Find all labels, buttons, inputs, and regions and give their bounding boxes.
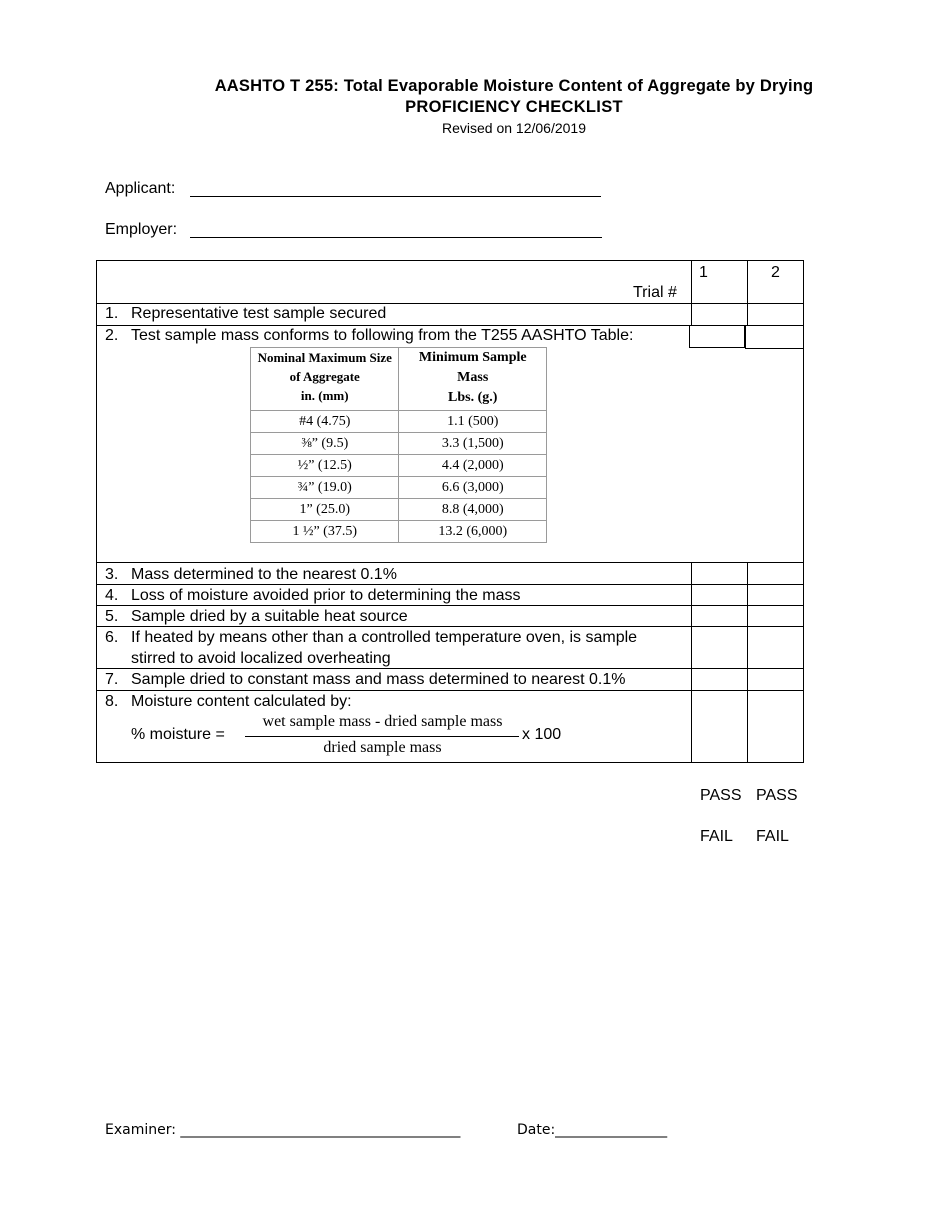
- item-text: Mass determined to the nearest 0.1%: [131, 566, 397, 583]
- trial-1-header: 1: [699, 264, 708, 281]
- item-text: Loss of moisture avoided prior to determining the mass: [131, 587, 521, 604]
- item-text: Representative test sample secured: [131, 305, 387, 322]
- aggregate-mass-table: [250, 347, 547, 541]
- table-border-top: [96, 260, 804, 261]
- score-box-item2-trial2[interactable]: [745, 325, 804, 349]
- pass-option-trial-2[interactable]: PASS: [756, 787, 798, 804]
- revision-date: Revised on 12/06/2019: [442, 120, 586, 136]
- table-row: ⅜” (9.5) 3.3 (1,500): [251, 433, 547, 455]
- examiner-signature-line[interactable]: Examiner: ________________________________________: [105, 1122, 461, 1138]
- table-row: ¾” (19.0) 6.6 (3,000): [251, 477, 547, 499]
- item-number: 8.: [105, 693, 119, 710]
- size-column-header: Nominal Maximum Size of Aggregate in. (mm): [251, 348, 399, 411]
- item-number: 7.: [105, 671, 119, 688]
- item-number: 1.: [105, 305, 119, 322]
- trial-label: Trial #: [633, 284, 677, 301]
- date-line[interactable]: Date:________________: [517, 1122, 668, 1138]
- item-number: 3.: [105, 566, 119, 583]
- score-box-item2-trial1[interactable]: [689, 325, 745, 348]
- fail-option-trial-2[interactable]: FAIL: [756, 828, 789, 845]
- fraction-bar: [245, 736, 519, 737]
- formula-multiplier: x 100: [522, 726, 562, 743]
- table-border-left: [96, 260, 97, 763]
- table-row: 1 ½” (37.5) 13.2 (6,000): [251, 521, 547, 543]
- document-subtitle: PROFICIENCY CHECKLIST: [405, 98, 623, 116]
- item-text: Sample dried by a suitable heat source: [131, 608, 408, 625]
- table-row: 1” (25.0) 8.8 (4,000): [251, 499, 547, 521]
- applicant-field[interactable]: [190, 196, 601, 197]
- item-number: 5.: [105, 608, 119, 625]
- item-text: Moisture content calculated by:: [131, 693, 352, 710]
- table-row: #4 (4.75) 1.1 (500): [251, 411, 547, 433]
- item-number: 2.: [105, 327, 119, 344]
- fail-option-trial-1[interactable]: FAIL: [700, 828, 733, 845]
- item-text: Test sample mass conforms to following from the T255 AASHTO Table:: [131, 327, 634, 344]
- trial-2-header: 2: [771, 264, 780, 281]
- mass-column-header: Minimum Sample Mass Lbs. (g.): [399, 348, 547, 411]
- item-number: 4.: [105, 587, 119, 604]
- employer-label: Employer:: [105, 221, 178, 238]
- table-border-bottom: [96, 762, 804, 763]
- formula-numerator: wet sample mass - dried sample mass: [262, 713, 503, 730]
- formula-denominator: dried sample mass: [323, 739, 442, 756]
- item-text: Sample dried to constant mass and mass determined to nearest 0.1%: [131, 671, 626, 688]
- item-number: 6.: [105, 629, 119, 646]
- document-title: AASHTO T 255: Total Evaporable Moisture Content of Aggregate by Drying: [214, 77, 814, 95]
- employer-field[interactable]: [190, 237, 602, 238]
- table-row: ½” (12.5) 4.4 (2,000): [251, 455, 547, 477]
- formula-label: % moisture =: [131, 726, 225, 743]
- item-text: If heated by means other than a controlled temperature oven, is sample: [131, 629, 638, 646]
- applicant-label: Applicant:: [105, 180, 176, 197]
- item-text-continued: stirred to avoid localized overheating: [131, 650, 391, 667]
- pass-option-trial-1[interactable]: PASS: [700, 787, 742, 804]
